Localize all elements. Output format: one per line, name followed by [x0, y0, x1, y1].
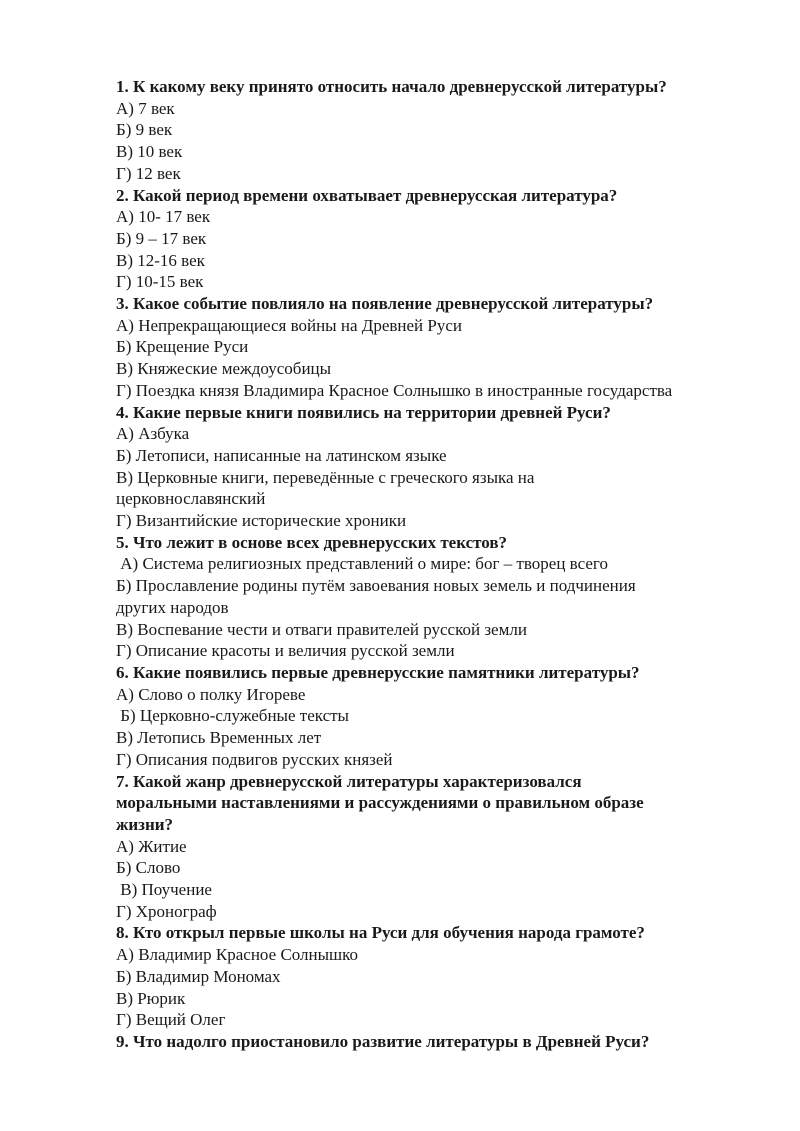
answer-option — [116, 141, 756, 163]
answer-option — [116, 944, 756, 966]
answer-text-line: А) Непрекращающиеся войны на Древней Руси — [116, 315, 462, 335]
answer-option — [116, 879, 756, 901]
answer-option — [116, 423, 756, 445]
question-text-line: 9. Что надолго приостановило развитие литературы в Древней Руси? — [116, 1031, 650, 1051]
answer-text-line: Г) Хронограф — [116, 901, 217, 921]
answer-text-line: Г) Описание красоты и величия русской земли — [116, 641, 455, 661]
answer-text-line: других народов — [116, 597, 229, 617]
answer-text-line: В) Поучение — [116, 880, 212, 900]
question-text-line: 5. Что лежит в основе всех древнерусских текстов? — [116, 532, 508, 552]
answer-option — [116, 119, 756, 141]
question-text-line: 2. Какой период времени охватывает древнерусская литература? — [116, 185, 618, 205]
question-text-line: 1. К какому веку принято относить начало древнерусской литературы? — [116, 77, 667, 96]
answer-text-line: Б) Церковно-служебные тексты — [116, 706, 349, 726]
answer-option — [116, 988, 756, 1010]
document-page — [116, 76, 756, 1053]
answer-option — [116, 510, 756, 532]
question-1 — [116, 76, 756, 98]
answer-option — [116, 836, 756, 858]
answer-option — [116, 705, 756, 727]
answer-text-line: Г) Вещий Олег — [116, 1010, 226, 1030]
answer-option — [116, 575, 756, 618]
answer-text-line: Б) Слово — [116, 858, 181, 878]
answer-option — [116, 445, 756, 467]
answer-text-line: А) Слово о полку Игореве — [116, 684, 306, 704]
question-7 — [116, 771, 756, 836]
answer-option — [116, 250, 756, 272]
answer-text-line: Б) Владимир Мономах — [116, 966, 281, 986]
answer-option — [116, 1009, 756, 1031]
answer-option — [116, 206, 756, 228]
answer-text-line: Б) Летописи, написанные на латинском языке — [116, 445, 447, 465]
question-text-line: 6. Какие появились первые древнерусские памятники литературы? — [116, 662, 640, 682]
answer-option — [116, 553, 756, 575]
question-text-line: 4. Какие первые книги появились на территории древней Руси? — [116, 402, 611, 422]
answer-text-line: В) Церковные книги, переведённые с греческого языка на — [116, 467, 535, 487]
answer-text-line: В) 10 век — [116, 142, 183, 162]
answer-option — [116, 98, 756, 120]
question-text-line: моральными наставлениями и рассуждениями о правильном образе — [116, 793, 644, 813]
question-4 — [116, 402, 756, 424]
question-3 — [116, 293, 756, 315]
question-6 — [116, 662, 756, 684]
answer-text-line: Б) 9 век — [116, 120, 173, 140]
answer-option — [116, 857, 756, 879]
answer-text-line: Г) Поездка князя Владимира Красное Солнышко в иностранные государства — [116, 380, 673, 400]
answer-option — [116, 358, 756, 380]
answer-text-line: А) Владимир Красное Солнышко — [116, 945, 359, 965]
answer-option — [116, 271, 756, 293]
question-text-line: 7. Какой жанр древнерусской литературы характеризовался — [116, 771, 582, 791]
answer-text-line: В) Княжеские междоусобицы — [116, 359, 332, 379]
answer-option — [116, 966, 756, 988]
question-9 — [116, 1031, 756, 1053]
question-8 — [116, 922, 756, 944]
question-text-line: жизни? — [116, 814, 174, 834]
answer-option — [116, 640, 756, 662]
answer-text-line: Б) Прославление родины путём завоевания новых земель и подчинения — [116, 576, 636, 596]
answer-option — [116, 467, 756, 510]
answer-option — [116, 380, 756, 402]
answer-text-line: А) 10- 17 век — [116, 207, 211, 227]
answer-option — [116, 619, 756, 641]
answer-text-line: Б) 9 – 17 век — [116, 228, 207, 248]
answer-option — [116, 749, 756, 771]
answer-text-line: А) Система религиозных представлений о мире: бог – творец всего — [116, 554, 608, 574]
answer-option — [116, 336, 756, 358]
question-text-line: 8. Кто открыл первые школы на Руси для обучения народа грамоте? — [116, 923, 645, 943]
answer-text-line: церковнославянский — [116, 489, 266, 509]
answer-option — [116, 684, 756, 706]
answer-text-line: А) Житие — [116, 836, 187, 856]
answer-option — [116, 315, 756, 337]
answer-text-line: Г) 10-15 век — [116, 272, 204, 292]
question-5 — [116, 532, 756, 554]
question-2 — [116, 185, 756, 207]
answer-text-line: Б) Крещение Руси — [116, 337, 249, 357]
answer-text-line: А) 7 век — [116, 98, 175, 118]
question-text-line: 3. Какое событие повлияло на появление древнерусской литературы? — [116, 294, 654, 314]
answer-text-line: Г) Византийские исторические хроники — [116, 511, 407, 531]
answer-option — [116, 163, 756, 185]
answer-text-line: В) Летопись Временных лет — [116, 728, 322, 748]
answer-option — [116, 727, 756, 749]
answer-text-line: Г) 12 век — [116, 163, 181, 183]
answer-text-line: В) Рюрик — [116, 988, 186, 1008]
answer-option — [116, 901, 756, 923]
answer-text-line: А) Азбука — [116, 424, 190, 444]
answer-text-line: В) 12-16 век — [116, 250, 205, 270]
answer-text-line: Г) Описания подвигов русских князей — [116, 749, 393, 769]
answer-option — [116, 228, 756, 250]
answer-text-line: В) Воспевание чести и отваги правителей русской земли — [116, 619, 527, 639]
